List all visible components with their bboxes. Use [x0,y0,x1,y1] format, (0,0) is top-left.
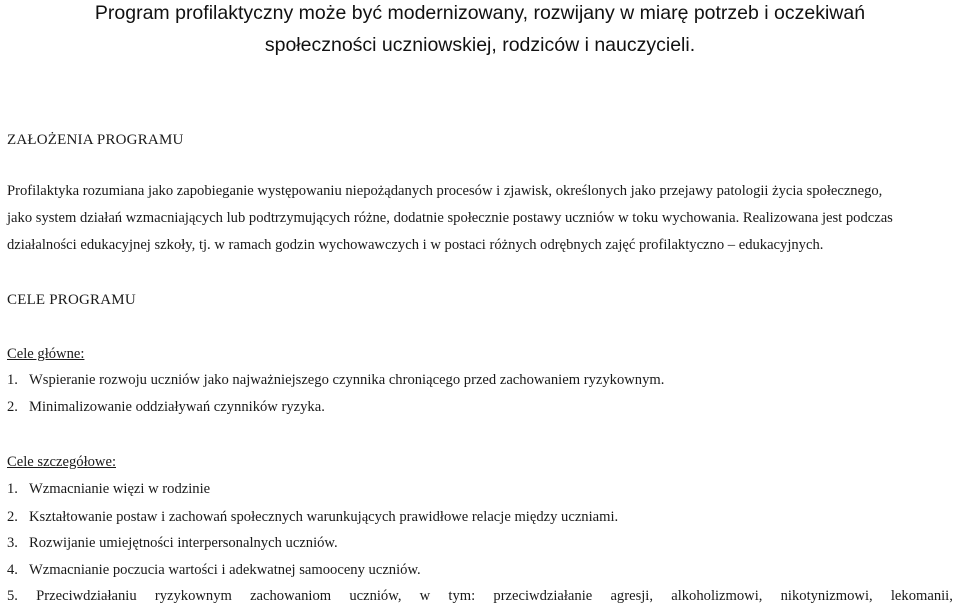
cel-szczegolowy-5 [7,588,953,605]
cel-szczegolowy-4 [7,562,421,579]
intro-line-1: Program profilaktyczny może być modernizowany, rozwijany w miarę potrzeb i oczekiwań [94,2,866,24]
cele-heading: CELE PROGRAMU [7,292,136,308]
item5-word: agresji, [610,588,654,604]
item5-word: ryzykownym [154,588,232,604]
zalozenia-heading: ZAŁOŻENIA PROGRAMU [7,132,184,148]
zalozenia-line-3: działalności edukacyjnej szkoły, tj. w ramach godzin wychowawczych i w postaci różnych odrębnych zajęć profilaktyczno – edukacyjnych. [7,237,824,253]
item5-word: nikotynizmowi, [780,588,873,604]
item-text: Wspieranie rozwoju uczniów jako najważniejszego czynnika chroniącego przed zachowaniem ryzykownym. [29,372,665,388]
item-text: Kształtowanie postaw i zachowań społecznych warunkujących prawidłowe relacje między uczniami. [29,509,619,525]
intro-line-2: społeczności uczniowskiej, rodziców i nauczycieli. [264,34,696,56]
cel-szczegolowy-2 [7,509,618,526]
zalozenia-line-1: Profilaktyka rozumiana jako zapobieganie występowaniu niepożądanych procesów i zjawisk, określonych jako przejawy patologii życia społecznego, [7,183,883,199]
item5-word: uczniów, [349,588,402,604]
item-number: 4. [7,562,18,578]
zalozenia-line-2: jako system działań wzmacniających lub podtrzymujących różne, dodatnie społecznie postawy uczniów w toku wychowania. Realizowana jest podczas [7,210,893,226]
item5-word: tym: [448,588,476,604]
cel-glowny-1 [7,372,664,389]
zalozenia-paragraph [7,178,955,259]
cel-szczegolowy-3 [7,535,338,552]
item-text: Minimalizowanie oddziaływań czynników ryzyka. [29,399,325,415]
cel-glowny-2 [7,399,325,416]
item5-word: w [419,588,431,604]
item-number: 1. [7,372,18,388]
item5-word: 5. [7,588,18,604]
cele-glowne-label: Cele główne: [7,346,85,362]
item-number: 3. [7,535,18,551]
item5-word: przeciwdziałanie [493,588,593,604]
item-text: Wzmacnianie więzi w rodzinie [29,481,211,497]
item5-word: zachowaniom [250,588,332,604]
item5-word: Przeciwdziałaniu [36,588,137,604]
item5-word: lekomanii, [890,588,953,604]
item-number: 2. [7,399,18,415]
item5-word: alkoholizmowi, [671,588,763,604]
item-number: 1. [7,481,18,497]
item-text: Rozwijanie umiejętności interpersonalnych uczniów. [29,535,338,551]
cel-szczegolowy-1 [7,481,210,498]
item-number: 2. [7,509,18,525]
item-text: Wzmacnianie poczucia wartości i adekwatnej samooceny uczniów. [29,562,421,578]
cele-szczegolowe-label: Cele szczegółowe: [7,454,116,470]
